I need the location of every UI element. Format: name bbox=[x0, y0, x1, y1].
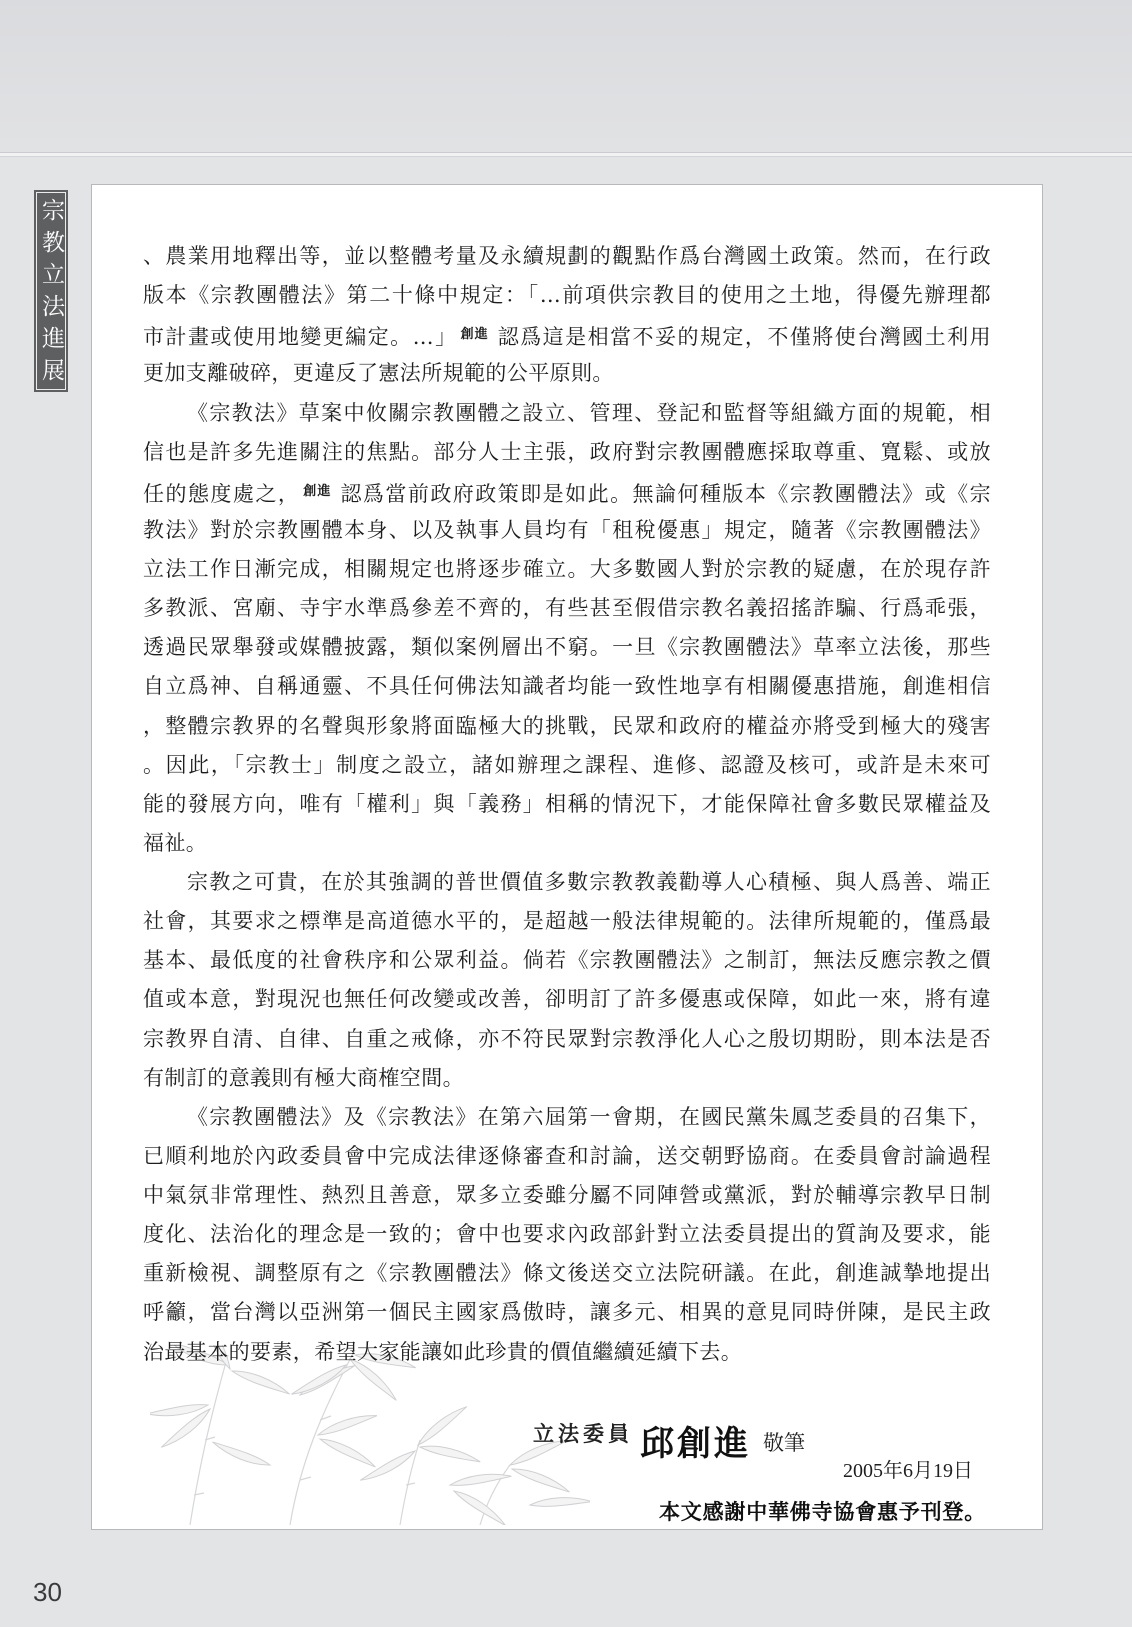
bamboo-watermark bbox=[150, 1345, 590, 1525]
section-tab bbox=[34, 190, 68, 392]
paragraph bbox=[143, 237, 991, 394]
header-band bbox=[0, 0, 1132, 153]
page-number: 30 bbox=[33, 1577, 62, 1607]
text-line: 福祉。 bbox=[143, 830, 208, 855]
text-line: 重新檢視、調整原有之《宗教團體法》條文後送交立法院研議。在此，創進誠摯地提出 bbox=[143, 1261, 991, 1286]
text-line: 多教派、宮廟、寺宇水準爲參差不齊的，有些甚至假借宗教名義招搖詐騙、行爲乖張， bbox=[143, 596, 991, 621]
text-line: 教法》對於宗教團體本身、以及執事人員均有「租稅優惠」規定，隨著《宗教團體法》 bbox=[143, 517, 991, 542]
text-line: 更加支離破碎，更違反了憲法所規範的公平原則。 bbox=[143, 361, 614, 386]
text-line: 宗教之可貴，在於其強調的普世價值多數宗教教義勸導人心積極、與人爲善、端正 bbox=[187, 870, 991, 894]
text-line: 基本、最低度的社會秩序和公眾利益。倘若《宗教團體法》之制訂，無法反應宗教之價 bbox=[143, 948, 991, 973]
paragraph bbox=[143, 394, 991, 864]
text-line: 立法工作日漸完成，相關規定也將逐步確立。大多數國人對於宗教的疑慮，在於現存許 bbox=[143, 557, 991, 581]
text-line: 度化、法治化的理念是一致的；會中也要求內政部針對立法委員提出的質詢及要求，能 bbox=[143, 1222, 991, 1247]
text-line: ，整體宗教界的名聲與形象將面臨極大的挑戰，民眾和政府的權益亦將受到極大的殘害 bbox=[143, 713, 991, 738]
text-line: 有制訂的意義則有極大商榷空間。 bbox=[143, 1065, 464, 1090]
text-line: 能的發展方向，唯有「權利」與「義務」相稱的情況下，才能保障社會多數民眾權益及 bbox=[143, 791, 991, 816]
signature-name: 邱創進 bbox=[640, 1424, 751, 1464]
text-line: 宗教界自清、自律、自重之戒條，亦不符民眾對宗教淨化人心之殷切期盼，則本法是否 bbox=[143, 1026, 991, 1051]
text-line: 已順利地於內政委員會中完成法律逐條審查和討論，送交朝野協商。在委員會討論過程 bbox=[143, 1143, 991, 1168]
paragraph bbox=[143, 863, 991, 1098]
text-line: 社會，其要求之標準是高道德水平的，是超越一般法律規範的。法律所規範的，僅爲最 bbox=[143, 909, 991, 934]
author-name-mark: 創進 bbox=[303, 483, 332, 499]
text-line: 中氣氛非常理性、熱烈且善意，眾多立委雖分屬不同陣營或黨派，對於輔導宗教早日制 bbox=[143, 1183, 991, 1207]
text-segment: 任的態度處之， bbox=[143, 481, 301, 506]
article-body bbox=[143, 237, 991, 1372]
text-line: 透過民眾舉發或媒體披露，類似案例層出不窮。一旦《宗教團體法》草率立法後，那些 bbox=[143, 635, 991, 660]
text-line: 值或本意，對現況也無任何改變或改善，卻明訂了許多優惠或保障，如此一來，將有違 bbox=[143, 987, 991, 1012]
text-line: 、農業用地釋出等，並以整體考量及永續規劃的觀點作爲台灣國土政策。然而，在行政 bbox=[143, 244, 991, 268]
text-line: 。因此，「宗教士」制度之設立，諸如辦理之課程、進修、認證及核可，或許是未來可 bbox=[143, 752, 991, 777]
signature-title: 立法委員 bbox=[533, 1422, 633, 1446]
text-line: 信也是許多先進關注的焦點。部分人士主張，政府對宗教團體應採取尊重、寬鬆、或放 bbox=[143, 439, 991, 464]
text-line: 版本《宗教團體法》第二十條中規定：「…前項供宗教目的使用之土地，得優先辦理都 bbox=[143, 283, 991, 308]
text-line: 呼籲，當台灣以亞洲第一個民主國家爲傲時，讓多元、相異的意見同時併陳，是民主政 bbox=[143, 1300, 991, 1325]
text-segment: 認爲當前政府政策即是如此。無論何種版本《宗教團體法》或《宗 bbox=[340, 481, 991, 506]
text-segment: 認爲這是相當不妥的規定，不僅將使台灣國土利用 bbox=[497, 325, 991, 350]
acknowledgement: 本文感謝中華佛寺協會惠予刊登。 bbox=[659, 1500, 986, 1524]
article-date: 2005年6月19日 bbox=[843, 1460, 973, 1482]
text-line: 治最基本的要素，希望大家能讓如此珍貴的價值繼續延續下去。 bbox=[143, 1339, 743, 1364]
paragraph bbox=[143, 1098, 991, 1372]
bamboo-leaves bbox=[150, 1345, 590, 1525]
section-tab-label: 宗教立法進展 bbox=[38, 198, 64, 390]
text-segment: 市計畫或使用地變更編定。…」 bbox=[143, 325, 458, 350]
text-line bbox=[143, 315, 991, 354]
text-line: 《宗教團體法》及《宗教法》在第六屆第一會期，在國民黨朱鳳芝委員的召集下， bbox=[187, 1104, 991, 1129]
author-name-mark: 創進 bbox=[460, 327, 489, 343]
text-line: 自立爲神、自稱通靈、不具任何佛法知識者均能一致性地享有相關優惠措施，創進相信 bbox=[143, 674, 991, 699]
text-line bbox=[143, 472, 991, 511]
text-line: 《宗教法》草案中攸關宗教團體之設立、管理、登記和監督等組織方面的規範，相 bbox=[187, 400, 991, 425]
signature-closing: 敬筆 bbox=[763, 1431, 805, 1455]
header-rule bbox=[0, 153, 1132, 157]
